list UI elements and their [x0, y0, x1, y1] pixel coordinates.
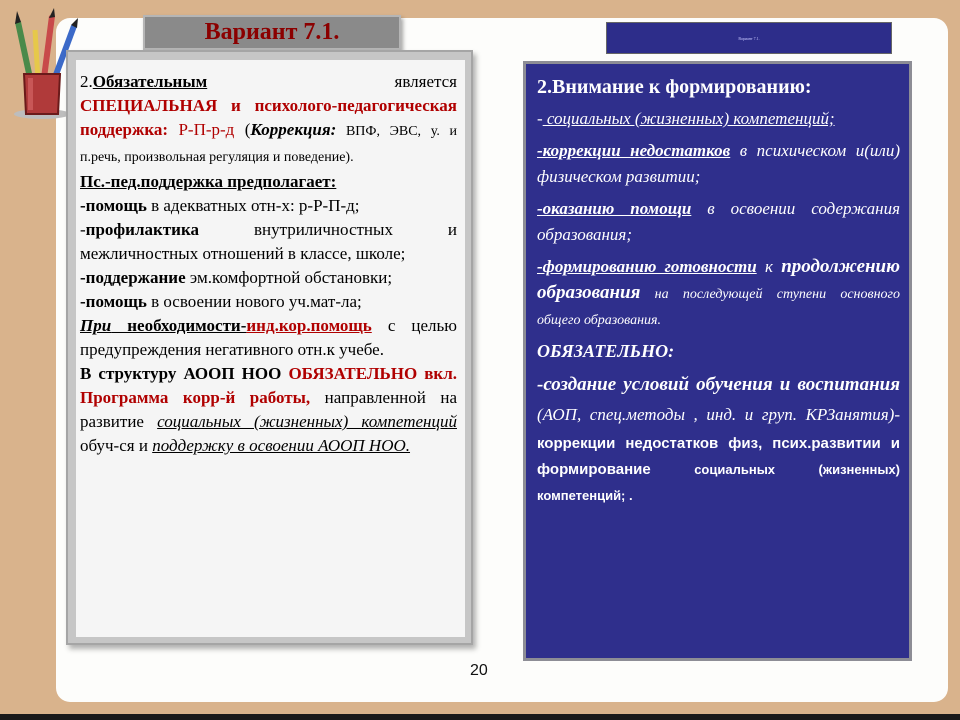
readiness-item: -формированию готовности к продолжению образования на последующей ступени основного общего образования. [537, 256, 900, 328]
structure-lead: В структуру АООП НОО [80, 364, 282, 383]
help-item: -оказанию помощи в освоении содержания образования; [537, 199, 901, 244]
correction-list: ВПФ, ЭВС, у. и п.речь, произвольная регуляция и поведение). [80, 124, 457, 165]
social-competencies-item: - социальных (жизненных) компетенций; [537, 109, 835, 128]
left-content-text [76, 60, 465, 637]
social-competencies: социальных (жизненных) компетенций [157, 412, 457, 431]
right-content-panel [523, 61, 912, 661]
support-code: Р-П-р-д [168, 120, 235, 139]
page-number: 20 [470, 662, 488, 679]
item-number: 2. [80, 72, 93, 91]
correction-program: ОБЯЗАТЕЛЬНО вкл. Программа корр-й работы, [80, 364, 458, 407]
obligatory-word: Обязательным [92, 72, 208, 91]
support-heading: Пс.-пед.поддержка предполагает: [80, 172, 337, 191]
is-word: является [394, 72, 457, 91]
aoop-support: поддержку в освоении АООП НОО. [152, 436, 411, 455]
special-support-text: СПЕЦИАЛЬНАЯ и психолого-педагогическая поддержка: [80, 96, 457, 139]
learning-help-line: -помощь в освоении нового уч.мат-ла; [80, 292, 362, 311]
open-paren: ( [244, 120, 251, 139]
conditions-paragraph: -создание условий обучения и воспитания (АОП, спец.методы , инд. и груп. КРЗанятия)- коррекции недостатков физ, псих.развитии и формирование социальных (жизненных) компетенций; . [537, 374, 900, 503]
left-paragraph-obligatory [80, 70, 457, 170]
correction-label: Коррекция: [250, 120, 337, 139]
help-line: -помощь в адекватных отн-х: р-Р-П-д; [80, 196, 360, 215]
bottom-bar [0, 714, 960, 720]
individual-help-line: При необходимости-инд.кор.помощь с целью предупреждения негативного отн.к учебе. [80, 316, 457, 359]
prevention-line: -профилактика внутриличностных и межличностных отношений в классе, школе; [80, 220, 457, 263]
title-thumbnail-box: Вариант 7.1. [606, 22, 892, 54]
aoop-structure-paragraph: В структуру АООП НОО ОБЯЗАТЕЛЬНО вкл. Программа корр-й работы, направленной на развитие социальных (жизненных) компетенций обуч-ся и поддержку в освоении АООП НОО. [80, 364, 458, 455]
maintenance-line: -поддержание эм.комфортной обстановки; [80, 268, 393, 287]
attention-heading: 2.Внимание к формированию: [537, 76, 812, 98]
slide-title: Вариант 7.1. [143, 15, 401, 50]
mandatory-heading: ОБЯЗАТЕЛЬНО: [537, 341, 675, 361]
left-content-panel [66, 50, 473, 645]
correction-item: -коррекции недостатков в психическом и(или) физическом развитии; [537, 141, 900, 186]
